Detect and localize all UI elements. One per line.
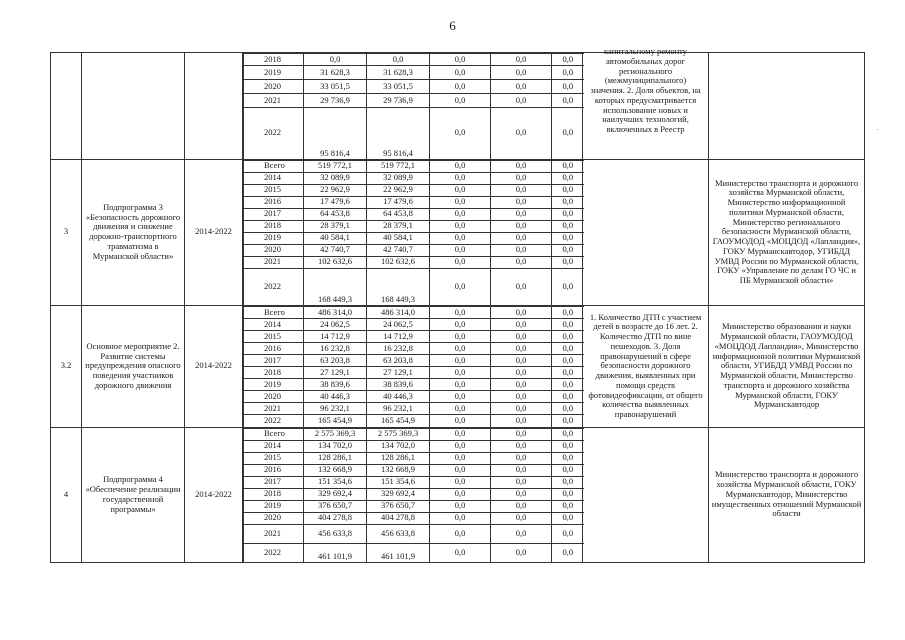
value-cell: 0,0 bbox=[552, 184, 584, 196]
value-cell: 0,0 bbox=[491, 66, 552, 80]
section-continuation bbox=[51, 53, 865, 160]
value-cell: 486 314,0 bbox=[367, 307, 430, 319]
value-cell: 0,0 bbox=[430, 355, 491, 367]
section-subprogram-3 bbox=[51, 159, 865, 306]
value-cell: 0,0 bbox=[552, 476, 584, 488]
value-cell: 0,0 bbox=[491, 160, 552, 172]
value-cell: 95 816,4 bbox=[367, 108, 430, 159]
year-cell: 2014 bbox=[244, 172, 304, 184]
value-cell: 2 575 369,3 bbox=[304, 428, 367, 440]
value-cell: 95 816,4 bbox=[304, 108, 367, 159]
value-cell: 0,0 bbox=[491, 80, 552, 94]
value-cell: 0,0 bbox=[552, 108, 584, 159]
value-cell: 42 740,7 bbox=[367, 244, 430, 256]
year-row bbox=[244, 160, 584, 172]
value-cell: 0,0 bbox=[552, 66, 584, 80]
year-row bbox=[244, 268, 584, 305]
year-cell: 2018 bbox=[244, 367, 304, 379]
value-cell: 0,0 bbox=[491, 268, 552, 305]
value-cell: 0,0 bbox=[491, 108, 552, 159]
section-number: 3 bbox=[51, 159, 82, 306]
value-cell: 132 668,9 bbox=[367, 464, 430, 476]
year-row bbox=[244, 244, 584, 256]
year-cell: 2020 bbox=[244, 512, 304, 524]
value-cell: 102 632,6 bbox=[304, 256, 367, 268]
value-cell: 404 278,8 bbox=[367, 512, 430, 524]
value-cell: 404 278,8 bbox=[304, 512, 367, 524]
year-row bbox=[244, 80, 584, 94]
value-cell: 0,0 bbox=[552, 331, 584, 343]
value-cell: 132 668,9 bbox=[304, 464, 367, 476]
value-cell: 38 839,6 bbox=[367, 379, 430, 391]
value-cell: 0,0 bbox=[430, 391, 491, 403]
value-cell: 96 232,1 bbox=[304, 403, 367, 415]
year-cell: 2015 bbox=[244, 184, 304, 196]
value-cell: 0,0 bbox=[491, 343, 552, 355]
year-row bbox=[244, 319, 584, 331]
value-cell: 0,0 bbox=[430, 256, 491, 268]
section-number bbox=[51, 53, 82, 160]
year-cell: 2021 bbox=[244, 94, 304, 108]
value-cell: 0,0 bbox=[491, 500, 552, 512]
year-row bbox=[244, 184, 584, 196]
section-name bbox=[82, 53, 185, 160]
section-responsible: Министерство образования и науки Мурманской области, ГАОУМОДОД «МОЦДОД Лапландия», Министерство информационной политики Мурманской области, УГИБДД УМВД России по Мурманской области, Министерство транспорта и дорожного хозяйства Мурманской области, ГОКУ Мурманскавтодор bbox=[709, 306, 865, 428]
value-cell: 0,0 bbox=[491, 452, 552, 464]
value-cell: 134 702,0 bbox=[367, 440, 430, 452]
value-cell: 0,0 bbox=[430, 343, 491, 355]
year-row bbox=[244, 208, 584, 220]
value-cell: 17 479,6 bbox=[367, 196, 430, 208]
year-cell: 2018 bbox=[244, 220, 304, 232]
value-cell: 461 101,9 bbox=[304, 543, 367, 562]
year-cell: 2019 bbox=[244, 232, 304, 244]
value-cell: 0,0 bbox=[491, 488, 552, 500]
value-cell: 0,0 bbox=[430, 220, 491, 232]
year-row bbox=[244, 488, 584, 500]
value-cell: 0,0 bbox=[491, 54, 552, 66]
section-years bbox=[243, 427, 583, 563]
value-cell: 0,0 bbox=[430, 403, 491, 415]
section-number: 4 bbox=[51, 427, 82, 563]
value-cell: 0,0 bbox=[430, 464, 491, 476]
year-row bbox=[244, 331, 584, 343]
value-cell: 456 633,8 bbox=[367, 524, 430, 543]
value-cell: 40 446,3 bbox=[367, 391, 430, 403]
year-row bbox=[244, 476, 584, 488]
year-cell: 2020 bbox=[244, 244, 304, 256]
value-cell: 0,0 bbox=[552, 172, 584, 184]
value-cell: 0,0 bbox=[552, 80, 584, 94]
year-cell: 2018 bbox=[244, 488, 304, 500]
value-cell: 0,0 bbox=[552, 343, 584, 355]
year-row bbox=[244, 307, 584, 319]
year-row bbox=[244, 452, 584, 464]
year-cell: 2020 bbox=[244, 80, 304, 94]
value-cell: 0,0 bbox=[430, 94, 491, 108]
year-row bbox=[244, 66, 584, 80]
value-cell: 0,0 bbox=[552, 54, 584, 66]
value-cell: 151 354,6 bbox=[367, 476, 430, 488]
value-cell: 0,0 bbox=[430, 208, 491, 220]
value-cell: 32 089,9 bbox=[367, 172, 430, 184]
value-cell: 0,0 bbox=[430, 232, 491, 244]
value-cell: 31 628,3 bbox=[304, 66, 367, 80]
year-row bbox=[244, 94, 584, 108]
value-cell: 96 232,1 bbox=[367, 403, 430, 415]
year-row bbox=[244, 391, 584, 403]
year-row bbox=[244, 440, 584, 452]
year-row bbox=[244, 54, 584, 66]
value-cell: 0,0 bbox=[491, 476, 552, 488]
value-cell: 0,0 bbox=[430, 512, 491, 524]
value-cell: 0,0 bbox=[552, 488, 584, 500]
value-cell: 0,0 bbox=[367, 54, 430, 66]
value-cell: 27 129,1 bbox=[304, 367, 367, 379]
year-cell: 2022 bbox=[244, 415, 304, 427]
value-cell: 165 454,9 bbox=[304, 415, 367, 427]
value-cell: 22 962,9 bbox=[367, 184, 430, 196]
value-cell: 0,0 bbox=[430, 172, 491, 184]
indicators-text: капитальному ремонту автомобильных дорог регионального (межмуниципального) значения. 2. Доля объектов, на которых предусматривается использование новых и наилучших технологий, включенных в Реестр bbox=[590, 46, 701, 135]
page-number: 6 bbox=[449, 18, 456, 33]
year-cell: 2016 bbox=[244, 196, 304, 208]
value-cell: 0,0 bbox=[430, 66, 491, 80]
year-cell: 2021 bbox=[244, 256, 304, 268]
year-row bbox=[244, 172, 584, 184]
value-cell: 0,0 bbox=[491, 307, 552, 319]
year-row bbox=[244, 196, 584, 208]
section-period: 2014-2022 bbox=[185, 159, 243, 306]
value-cell: 0,0 bbox=[552, 220, 584, 232]
value-cell: 0,0 bbox=[552, 307, 584, 319]
value-cell: 0,0 bbox=[430, 80, 491, 94]
value-cell: 0,0 bbox=[552, 160, 584, 172]
value-cell: 31 628,3 bbox=[367, 66, 430, 80]
value-cell: 134 702,0 bbox=[304, 440, 367, 452]
section-indicators bbox=[583, 159, 709, 306]
value-cell: 376 650,7 bbox=[304, 500, 367, 512]
year-row bbox=[244, 428, 584, 440]
value-cell: 102 632,6 bbox=[367, 256, 430, 268]
value-cell: 0,0 bbox=[491, 319, 552, 331]
value-cell: 0,0 bbox=[552, 94, 584, 108]
value-cell: 168 449,3 bbox=[367, 268, 430, 305]
year-cell: 2019 bbox=[244, 500, 304, 512]
year-cell: 2017 bbox=[244, 208, 304, 220]
value-cell: 0,0 bbox=[491, 524, 552, 543]
value-cell: 42 740,7 bbox=[304, 244, 367, 256]
value-cell: 0,0 bbox=[552, 440, 584, 452]
value-cell: 64 453,8 bbox=[367, 208, 430, 220]
value-cell: 0,0 bbox=[491, 440, 552, 452]
value-cell: 486 314,0 bbox=[304, 307, 367, 319]
value-cell: 0,0 bbox=[430, 440, 491, 452]
value-cell: 32 089,9 bbox=[304, 172, 367, 184]
year-row bbox=[244, 367, 584, 379]
value-cell: 0,0 bbox=[491, 232, 552, 244]
value-cell: 0,0 bbox=[430, 543, 491, 562]
value-cell: 0,0 bbox=[552, 452, 584, 464]
value-cell: 22 962,9 bbox=[304, 184, 367, 196]
value-cell: 0,0 bbox=[430, 307, 491, 319]
value-cell: 16 232,8 bbox=[304, 343, 367, 355]
value-cell: 0,0 bbox=[552, 415, 584, 427]
value-cell: 165 454,9 bbox=[367, 415, 430, 427]
year-rows bbox=[243, 306, 584, 427]
value-cell: 0,0 bbox=[552, 367, 584, 379]
value-cell: 28 379,1 bbox=[304, 220, 367, 232]
year-cell: 2016 bbox=[244, 343, 304, 355]
value-cell: 0,0 bbox=[491, 196, 552, 208]
value-cell: 24 062,5 bbox=[304, 319, 367, 331]
year-cell: 2019 bbox=[244, 379, 304, 391]
year-cell: 2022 bbox=[244, 108, 304, 159]
year-cell: 2020 bbox=[244, 391, 304, 403]
value-cell: 63 203,8 bbox=[367, 355, 430, 367]
value-cell: 33 051,5 bbox=[304, 80, 367, 94]
value-cell: 0,0 bbox=[430, 108, 491, 159]
value-cell: 0,0 bbox=[430, 331, 491, 343]
value-cell: 151 354,6 bbox=[304, 476, 367, 488]
section-indicators bbox=[583, 427, 709, 563]
value-cell: 0,0 bbox=[491, 428, 552, 440]
year-rows bbox=[243, 160, 584, 306]
year-row bbox=[244, 500, 584, 512]
year-cell: 2022 bbox=[244, 268, 304, 305]
section-name: Подпрограмма 4 «Обеспечение реализации государственной программы» bbox=[82, 427, 185, 563]
year-row bbox=[244, 256, 584, 268]
year-row bbox=[244, 343, 584, 355]
value-cell: 0,0 bbox=[491, 512, 552, 524]
value-cell: 0,0 bbox=[491, 94, 552, 108]
section-period: 2014-2022 bbox=[185, 427, 243, 563]
value-cell: 0,0 bbox=[552, 319, 584, 331]
value-cell: 0,0 bbox=[430, 500, 491, 512]
value-cell: 329 692,4 bbox=[367, 488, 430, 500]
year-cell: 2017 bbox=[244, 476, 304, 488]
value-cell: 0,0 bbox=[552, 256, 584, 268]
value-cell: 33 051,5 bbox=[367, 80, 430, 94]
section-period bbox=[185, 53, 243, 160]
year-cell: Всего bbox=[244, 307, 304, 319]
value-cell: 0,0 bbox=[552, 428, 584, 440]
section-subprogram-4 bbox=[51, 427, 865, 563]
value-cell: 0,0 bbox=[491, 184, 552, 196]
section-indicators: 1. Количество ДТП с участием детей в возрасте до 16 лет. 2. Количество ДТП по вине пешеходов. 3. Доля правонарушений в сфере безопасности дорожного движения, выявленных при помощи средств фотовидеофиксации, от общего количества выявленных правонарушений bbox=[583, 306, 709, 428]
year-rows bbox=[243, 428, 584, 563]
section-responsible: Министерство транспорта и дорожного хозяйства Мурманской области, ГОКУ Мурманскавтодор, Министерство имущественных отношений Мурманской области bbox=[709, 427, 865, 563]
value-cell: 0,0 bbox=[430, 160, 491, 172]
value-cell: 0,0 bbox=[491, 256, 552, 268]
section-responsible bbox=[709, 53, 865, 160]
year-row bbox=[244, 403, 584, 415]
value-cell: 329 692,4 bbox=[304, 488, 367, 500]
value-cell: 64 453,8 bbox=[304, 208, 367, 220]
value-cell: 0,0 bbox=[552, 512, 584, 524]
value-cell: 0,0 bbox=[430, 367, 491, 379]
section-activity-3-2 bbox=[51, 306, 865, 428]
value-cell: 0,0 bbox=[430, 244, 491, 256]
value-cell: 14 712,9 bbox=[304, 331, 367, 343]
section-years bbox=[243, 306, 583, 428]
section-name: Подпрограмма 3 «Безопасность дорожного движения и снижение дорожно-транспортного травматизма в Мурманской области» bbox=[82, 159, 185, 306]
value-cell: 0,0 bbox=[491, 415, 552, 427]
year-cell: 2015 bbox=[244, 331, 304, 343]
value-cell: 0,0 bbox=[552, 196, 584, 208]
value-cell: 461 101,9 bbox=[367, 543, 430, 562]
section-period: 2014-2022 bbox=[185, 306, 243, 428]
value-cell: 0,0 bbox=[491, 367, 552, 379]
year-cell: 2019 bbox=[244, 66, 304, 80]
year-rows bbox=[243, 53, 584, 159]
year-cell: 2014 bbox=[244, 319, 304, 331]
section-responsible: Министерство транспорта и дорожного хозяйства Мурманской области, Министерство информационной политики Мурманской области, Министерство регионального безопасности Мурманской области, ГАОУМОДОД «МОЦДОД «Лапландия», ГОКУ Мурманскавтодор, УГИБДД УМВД России по Мурманской области, ГОКУ «Управление по делам ГО ЧС и ПБ Мурманской области» bbox=[709, 159, 865, 306]
value-cell: 0,0 bbox=[430, 452, 491, 464]
value-cell: 40 584,1 bbox=[304, 232, 367, 244]
year-cell: Всего bbox=[244, 160, 304, 172]
value-cell: 2 575 369,3 bbox=[367, 428, 430, 440]
value-cell: 0,0 bbox=[491, 391, 552, 403]
value-cell: 0,0 bbox=[552, 379, 584, 391]
value-cell: 376 650,7 bbox=[367, 500, 430, 512]
year-row bbox=[244, 543, 584, 562]
year-cell: Всего bbox=[244, 428, 304, 440]
year-cell: 2017 bbox=[244, 355, 304, 367]
value-cell: 519 772,1 bbox=[367, 160, 430, 172]
value-cell: 0,0 bbox=[491, 464, 552, 476]
budget-table bbox=[50, 46, 865, 563]
section-indicators bbox=[583, 46, 709, 160]
value-cell: 0,0 bbox=[430, 184, 491, 196]
value-cell: 0,0 bbox=[430, 415, 491, 427]
value-cell: 14 712,9 bbox=[367, 331, 430, 343]
year-row bbox=[244, 464, 584, 476]
year-cell: 2021 bbox=[244, 524, 304, 543]
year-row bbox=[244, 524, 584, 543]
value-cell: 40 446,3 bbox=[304, 391, 367, 403]
value-cell: 0,0 bbox=[491, 355, 552, 367]
value-cell: 0,0 bbox=[491, 379, 552, 391]
value-cell: 0,0 bbox=[491, 220, 552, 232]
value-cell: 0,0 bbox=[304, 54, 367, 66]
value-cell: 0,0 bbox=[552, 208, 584, 220]
value-cell: 63 203,8 bbox=[304, 355, 367, 367]
value-cell: 0,0 bbox=[430, 476, 491, 488]
value-cell: 0,0 bbox=[552, 403, 584, 415]
value-cell: 0,0 bbox=[491, 244, 552, 256]
section-name: Основное мероприятие 2. Развитие системы предупреждения опасного поведения участников дорожного движения bbox=[82, 306, 185, 428]
value-cell: 0,0 bbox=[430, 379, 491, 391]
year-cell: 2022 bbox=[244, 543, 304, 562]
value-cell: 0,0 bbox=[552, 355, 584, 367]
year-cell: 2018 bbox=[244, 54, 304, 66]
year-cell: 2015 bbox=[244, 452, 304, 464]
value-cell: 0,0 bbox=[552, 500, 584, 512]
value-cell: 17 479,6 bbox=[304, 196, 367, 208]
value-cell: 0,0 bbox=[552, 244, 584, 256]
value-cell: 0,0 bbox=[430, 488, 491, 500]
year-row bbox=[244, 379, 584, 391]
value-cell: 128 286,1 bbox=[367, 452, 430, 464]
year-row bbox=[244, 355, 584, 367]
value-cell: 24 062,5 bbox=[367, 319, 430, 331]
section-years bbox=[243, 159, 583, 306]
value-cell: 0,0 bbox=[552, 464, 584, 476]
section-number: 3.2 bbox=[51, 306, 82, 428]
year-cell: 2016 bbox=[244, 464, 304, 476]
value-cell: 0,0 bbox=[491, 543, 552, 562]
value-cell: 0,0 bbox=[491, 331, 552, 343]
value-cell: 0,0 bbox=[491, 172, 552, 184]
value-cell: 456 633,8 bbox=[304, 524, 367, 543]
value-cell: 16 232,8 bbox=[367, 343, 430, 355]
value-cell: 0,0 bbox=[430, 54, 491, 66]
value-cell: 0,0 bbox=[552, 524, 584, 543]
value-cell: 38 839,6 bbox=[304, 379, 367, 391]
value-cell: 0,0 bbox=[430, 524, 491, 543]
value-cell: 28 379,1 bbox=[367, 220, 430, 232]
value-cell: 168 449,3 bbox=[304, 268, 367, 305]
value-cell: 0,0 bbox=[430, 268, 491, 305]
year-row bbox=[244, 220, 584, 232]
value-cell: 29 736,9 bbox=[367, 94, 430, 108]
value-cell: 27 129,1 bbox=[367, 367, 430, 379]
value-cell: 0,0 bbox=[491, 403, 552, 415]
value-cell: 29 736,9 bbox=[304, 94, 367, 108]
value-cell: 0,0 bbox=[430, 428, 491, 440]
year-row bbox=[244, 108, 584, 159]
value-cell: 40 584,1 bbox=[367, 232, 430, 244]
year-cell: 2014 bbox=[244, 440, 304, 452]
section-years bbox=[243, 53, 583, 160]
value-cell: 0,0 bbox=[430, 319, 491, 331]
value-cell: 0,0 bbox=[491, 208, 552, 220]
year-row bbox=[244, 415, 584, 427]
value-cell: 0,0 bbox=[430, 196, 491, 208]
margin-mark: . bbox=[877, 124, 879, 132]
value-cell: 128 286,1 bbox=[304, 452, 367, 464]
value-cell: 0,0 bbox=[552, 391, 584, 403]
year-row bbox=[244, 512, 584, 524]
year-cell: 2021 bbox=[244, 403, 304, 415]
value-cell: 519 772,1 bbox=[304, 160, 367, 172]
value-cell: 0,0 bbox=[552, 268, 584, 305]
value-cell: 0,0 bbox=[552, 232, 584, 244]
value-cell: 0,0 bbox=[552, 543, 584, 562]
year-row bbox=[244, 232, 584, 244]
